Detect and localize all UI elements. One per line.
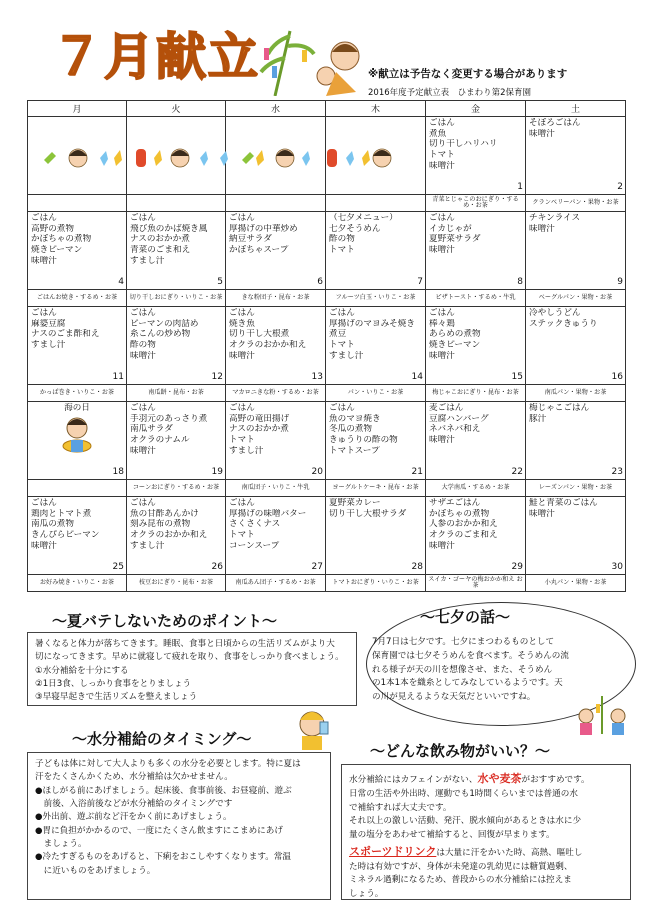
snack-cell-sat: ベーグルパン・果物・お茶: [526, 290, 626, 307]
date-number: 30: [611, 561, 623, 572]
menu-day-cell-fri: [426, 497, 526, 575]
water-barley-tea-highlight: 水や麦茶: [477, 772, 522, 785]
date-number: 25: [112, 561, 124, 572]
menu-item: 冷やしうどん: [529, 308, 581, 318]
snack-cell-tue: コーンおにぎり・するめ・お茶: [127, 480, 226, 497]
menu-item: トマト: [429, 150, 455, 161]
menu-item: 鮭と青菜のごはん: [529, 498, 598, 508]
tanabata-line: の1本1本を織糸としてみなしているようです。天: [372, 678, 563, 689]
menu-item: ナスのおかか煮: [130, 234, 190, 245]
drinks-line: [349, 770, 623, 788]
menu-day-cell-wed: [226, 212, 326, 290]
menu-day-cell-fri: [426, 402, 526, 480]
menu-item: 厚揚げのマヨみそ焼き: [329, 318, 415, 329]
menu-item: 味噌汁: [529, 508, 555, 519]
menu-item: ごはん: [130, 308, 156, 318]
menu-item: かぼちゃの煮物: [429, 508, 490, 519]
menu-item: 酢の物: [329, 234, 355, 245]
tanabata-line: れる様子が天の川を想像させ、また、そうめん: [372, 664, 553, 675]
tanabata-line: 7月7日は七夕です。七夕にまつわるものとして: [372, 637, 555, 647]
snack-cell-wed: きな粉団子・昆布・お茶: [226, 290, 326, 307]
swimming-child-illustration: [60, 416, 94, 458]
date-number: 22: [511, 466, 523, 477]
menu-week-row: [28, 307, 626, 385]
sports-drink-highlight: スポーツドリンク: [349, 844, 437, 858]
menu-item: かぼちゃスープ: [229, 245, 289, 256]
menu-item: ごはん: [31, 213, 57, 223]
date-number: 20: [311, 466, 323, 477]
date-number: 27: [311, 561, 323, 572]
menu-item: ごはん: [31, 308, 57, 318]
menu-day-cell-tue: [127, 307, 226, 385]
menu-item: 梅じゃこごはん: [529, 403, 590, 413]
menu-day-cell-thu: [326, 307, 426, 385]
menu-item: 味噌汁: [429, 245, 455, 256]
hydration-line: 汗をたくさんかくため、水分補給は欠かせません。: [35, 772, 233, 783]
menu-item: （七夕メニュー）: [329, 213, 398, 223]
drinks-text: がおすすめです。: [521, 775, 590, 785]
menu-day-cell-mon: [28, 212, 127, 290]
menu-item: ごはん: [130, 213, 156, 223]
menu-item: 味噌汁: [429, 435, 455, 446]
menu-subtitle: 2016年度予定献立表 ひまわり第2保育園: [368, 88, 532, 98]
menu-day-cell-wed: [226, 497, 326, 575]
snack-cell-thu: ヨーグルトケーキ・昆布・お茶: [326, 480, 426, 497]
weekday-thu: 木: [326, 101, 426, 117]
snack-cell-mon: お好み焼き・いりこ・お茶: [28, 575, 127, 592]
menu-item: 飛び魚のかば焼き風: [130, 223, 208, 234]
date-number: 9: [617, 276, 623, 287]
tanabata-garland-decoration: [30, 146, 402, 170]
menu-item: 厚揚げの中華炒め: [229, 223, 298, 234]
menu-item: 味噌汁: [229, 350, 255, 361]
menu-item: 味噌汁: [429, 160, 455, 171]
snack-cell-mon: ごはんお焼き・するめ・お茶: [28, 290, 127, 307]
date-number: 2: [617, 181, 623, 192]
hydration-line: 前後、入浴前後などが水分補給のタイミングです: [35, 798, 233, 809]
drinks-line: 日常の生活や外出時、運動でも1時間くらいまでは普通の水: [349, 788, 578, 799]
drinks-line: で補給すれば大丈夫です。: [349, 802, 452, 813]
menu-item: 焼きピーマン: [31, 245, 83, 256]
snack-cell-wed: 南瓜あん団子・するめ・お茶: [226, 575, 326, 592]
menu-item: 味噌汁: [429, 540, 455, 551]
menu-item: 青菜のごま和え: [130, 245, 191, 256]
menu-item: 夏野菜カレー: [329, 498, 381, 508]
date-number: 5: [217, 276, 223, 287]
tanabata-line: 保育園では七夕そうめんを食べます。そうめんの流: [372, 650, 569, 661]
snack-row: [28, 480, 626, 497]
snack-cell-tue: 南瓜餅・昆布・お茶: [127, 385, 226, 402]
snack-cell-fri: ピザトースト・するめ・牛乳: [426, 290, 526, 307]
hydration-title: ～水分補給のタイミング～: [72, 730, 252, 748]
menu-week-row: [28, 402, 626, 480]
snack-cell-thu: [326, 195, 426, 212]
weekday-fri: 金: [426, 101, 526, 117]
hydration-line: ●外出前、遊ぶ前など汗をかく前にあげましょう。: [35, 812, 232, 823]
menu-day-cell-wed: [226, 402, 326, 480]
menu-item: 高野の竜田揚げ: [229, 413, 290, 424]
date-number: 8: [517, 276, 523, 287]
weekday-sat: 土: [526, 101, 626, 117]
date-number: 6: [317, 276, 323, 287]
menu-item: 味噌汁: [130, 445, 156, 456]
menu-item: 味噌汁: [31, 540, 57, 551]
tanabata-bamboo-illustration: [250, 26, 370, 96]
date-number: 19: [211, 466, 223, 477]
menu-calendar: [27, 100, 626, 592]
menu-item: 酢の物: [130, 340, 156, 351]
menu-item: 人参のおかか和え: [429, 519, 498, 530]
menu-item: 冬瓜の煮物: [329, 424, 372, 435]
weekday-tue: 火: [127, 101, 226, 117]
snack-cell-mon: [28, 480, 127, 497]
drinks-box: [341, 764, 631, 900]
menu-item: コーンスープ: [229, 540, 280, 551]
menu-item: 切り干し大根サラダ: [329, 508, 407, 519]
snack-cell-tue: [127, 195, 226, 212]
menu-item: 高野の煮物: [31, 223, 74, 234]
hydration-line: に近いものをあげましょう。: [35, 865, 156, 876]
menu-day-cell-fri: [426, 212, 526, 290]
menu-item: トマトスープ: [329, 445, 380, 456]
snack-row: [28, 195, 626, 212]
menu-day-cell-fri: [426, 117, 526, 195]
menu-day-cell-sat: [526, 307, 626, 385]
drinks-text: 水分補給にはカフェインがない、: [349, 775, 478, 785]
menu-item: ナスのごま酢和え: [31, 329, 100, 340]
date-number: 1: [517, 181, 523, 192]
snack-cell-sat: クランベリーパン・果物・お茶: [526, 195, 626, 212]
menu-day-cell-tue: [127, 212, 226, 290]
menu-week-row: [28, 212, 626, 290]
menu-item: 切り干しハリハリ: [429, 139, 498, 150]
menu-item: 味噌汁: [31, 255, 57, 266]
menu-item: すまし汁: [130, 540, 165, 551]
menu-item: すまし汁: [31, 340, 66, 351]
snack-cell-tue: 枝豆おにぎり・昆布・お茶: [127, 575, 226, 592]
drinks-title: ～どんな飲み物がいい？～: [370, 742, 551, 760]
menu-item: オクラのごま和え: [429, 530, 498, 541]
drinks-line: た時は有効ですが、身体が未発達の乳幼児には糖質過剰、: [349, 861, 573, 872]
snack-cell-sat: 小丸パン・果物・お茶: [526, 575, 626, 592]
menu-item: ごはん: [229, 403, 255, 413]
menu-item: 豆腐ハンバーグ: [429, 413, 489, 424]
summer-tips-line: ①水分補給を十分にする: [35, 665, 129, 676]
snack-cell-thu: パン・いりこ・お茶: [326, 385, 426, 402]
menu-item: オクラのおかか和え: [229, 340, 307, 351]
snack-row: [28, 290, 626, 307]
menu-item: ごはん: [229, 308, 255, 318]
menu-item: ごはん: [329, 403, 355, 413]
menu-item: きんぴらピーマン: [31, 530, 100, 541]
menu-item: 麻婆豆腐: [31, 318, 66, 329]
menu-item: ピーマンの肉詰め: [130, 318, 199, 329]
date-number: 7: [417, 276, 423, 287]
menu-item: トマト: [229, 530, 255, 541]
menu-item: チキンライス: [529, 213, 581, 223]
menu-item: ごはん: [229, 213, 255, 223]
menu-day-cell-sat: [526, 497, 626, 575]
snack-cell-wed: [226, 195, 326, 212]
menu-item: 刻み昆布の煮物: [130, 519, 191, 530]
weekday-header-row: [28, 101, 626, 117]
menu-item: 魚の甘酢あんかけ: [130, 508, 199, 519]
hydration-line: ●胃に負担がかかるので、一度にたくさん飲ますにこまめにあげ: [35, 825, 283, 836]
date-number: 12: [211, 371, 223, 382]
tanabata-title: ～七夕の話～: [420, 608, 511, 626]
menu-day-cell-tue: [127, 402, 226, 480]
weekday-mon: 月: [28, 101, 127, 117]
page-title: ７月献立: [52, 28, 260, 86]
menu-item: トマト: [329, 340, 355, 351]
menu-item: サザエごはん: [429, 498, 481, 508]
hydration-line: ●ほしがる前にあげましょう。起床後、食事前後、お昼寝前、遊ぶ: [35, 785, 292, 796]
hydration-line: ましょう。: [35, 838, 87, 849]
menu-item: オクラのおかか和え: [130, 530, 208, 541]
menu-item: ごはん: [429, 213, 455, 223]
menu-item: トマト: [329, 245, 355, 256]
drinks-line: それ以上の激しい活動、発汗、脱水傾向があるときは水に少: [349, 816, 582, 827]
menu-item: あらめの煮物: [429, 329, 481, 340]
menu-item: 煮豆: [329, 329, 347, 340]
summer-tips-line: 切になってきます。早めに就寝して疲れを取り、食事をしっかり食べましょう。: [35, 652, 344, 663]
hydration-line: 子どもは体に対して大人よりも多くの水分を必要とします。特に夏は: [35, 759, 301, 769]
drinks-line: ミネラル過剰になるため、普段からの水分補給には控えま: [349, 875, 572, 886]
menu-item: 夏野菜サラダ: [429, 234, 481, 245]
menu-item: 切り干し大根煮: [229, 329, 290, 340]
menu-week-row: [28, 497, 626, 575]
menu-item: ごはん: [31, 498, 57, 508]
menu-day-cell-thu: [326, 497, 426, 575]
date-number: 4: [118, 276, 124, 287]
snack-cell-mon: かっぱ巻き・いりこ・お茶: [28, 385, 127, 402]
menu-day-cell-sat: [526, 212, 626, 290]
summer-tips-box: [27, 632, 357, 706]
menu-item: 味噌汁: [529, 223, 555, 234]
menu-day-cell-sat: [526, 117, 626, 195]
date-number: 29: [511, 561, 523, 572]
date-number: 18: [112, 466, 124, 477]
holiday-label: 海の日: [64, 403, 90, 413]
menu-item: ごはん: [130, 498, 156, 508]
summer-tips-line: 暑くなると体力が落ちてきます。睡眠、食事と日頃からの生活リズムがより大: [35, 639, 335, 649]
snack-row: [28, 385, 626, 402]
summer-tips-title: ～夏バテしないためのポイント～: [52, 612, 278, 630]
menu-item: 納豆サラダ: [229, 234, 272, 245]
menu-item: 南瓜サラダ: [130, 424, 173, 435]
menu-item: 麦ごはん: [429, 403, 464, 413]
menu-item: ごはん: [229, 498, 255, 508]
menu-item: 焼き魚: [229, 318, 255, 329]
snack-cell-fri: スイカ・ゴーヤの梅おかか和え お茶: [426, 575, 526, 592]
change-notice: ※献立は予告なく変更する場合があります: [368, 68, 568, 80]
menu-item: トマト: [229, 435, 255, 446]
snack-cell-tue: 切り干しおにぎり・いりこ・お茶: [127, 290, 226, 307]
hydration-box: [27, 752, 331, 900]
menu-item: 煮魚: [429, 128, 447, 139]
menu-item: 味噌汁: [130, 350, 156, 361]
snack-cell-thu: トマトおにぎり・いりこ・お茶: [326, 575, 426, 592]
menu-item: ごはん: [429, 118, 455, 128]
menu-item: ごはん: [329, 308, 355, 318]
snack-cell-mon: [28, 195, 127, 212]
date-number: 13: [311, 371, 323, 382]
drinks-line: [349, 843, 623, 861]
menu-item: イカじゃが: [429, 223, 472, 234]
menu-item: 豚汁: [529, 413, 547, 424]
snack-cell-wed: 南瓜団子・いりこ・牛乳: [226, 480, 326, 497]
menu-item: 味噌汁: [529, 128, 555, 139]
drinks-text: は大量に汗をかいた時、高熱、嘔吐し: [436, 847, 583, 858]
date-number: 26: [211, 561, 223, 572]
snack-cell-wed: マカロニきな粉・するめ・お茶: [226, 385, 326, 402]
menu-day-cell-tue: [127, 497, 226, 575]
menu-day-cell-mon: [28, 307, 127, 385]
menu-item: 鶏肉とトマト煮: [31, 508, 92, 519]
menu-item: 糸こんの炒め物: [130, 329, 191, 340]
tanabata-line: の川が見えるような天気だといいですね。: [372, 692, 536, 702]
date-number: 16: [611, 371, 623, 382]
weekday-wed: 水: [226, 101, 326, 117]
date-number: 23: [611, 466, 623, 477]
menu-item: すまし汁: [229, 445, 264, 456]
date-number: 14: [411, 371, 423, 382]
menu-day-cell-wed: [226, 307, 326, 385]
date-number: 11: [112, 371, 124, 382]
children-wishing-illustration: [572, 694, 632, 738]
date-number: 15: [511, 371, 523, 382]
snack-cell-sat: レーズンパン・果物・お茶: [526, 480, 626, 497]
menu-item: さくさくナス: [229, 519, 281, 530]
date-number: 21: [411, 466, 423, 477]
menu-item: ごはん: [130, 403, 156, 413]
menu-day-cell-mon: [28, 402, 127, 480]
menu-item: すまし汁: [329, 350, 364, 361]
menu-day-cell-fri: [426, 307, 526, 385]
menu-item: 厚揚げの味噌バター: [229, 508, 307, 519]
drinks-line: しょう。: [349, 889, 384, 899]
menu-item: 棒々鶏: [429, 318, 455, 329]
summer-tips-line: ③早寝早起きで生活リズムを整えましょう: [35, 692, 198, 703]
summer-tips-line: ②1日3食、しっかり食事をとりましょう: [35, 678, 192, 689]
menu-item: 手羽元のあっさり煮: [130, 413, 208, 424]
menu-item: ネバネバ和え: [429, 424, 481, 435]
menu-item: 南瓜の煮物: [31, 519, 74, 530]
menu-item: 焼きピーマン: [429, 340, 481, 351]
menu-item: すまし汁: [130, 255, 165, 266]
menu-item: 魚のマヨ焼き: [329, 413, 381, 424]
menu-day-cell-thu: [326, 212, 426, 290]
date-number: 28: [411, 561, 423, 572]
menu-item: 七夕そうめん: [329, 223, 381, 234]
hydration-line: ●冷たすぎるものをあげると、下痢をおこしやすくなります。常温: [35, 852, 292, 863]
menu-item: ごはん: [429, 308, 455, 318]
menu-item: きゅうりの酢の物: [329, 435, 398, 446]
child-drinking-illustration: [290, 706, 336, 752]
menu-day-cell-sat: [526, 402, 626, 480]
snack-cell-fri: 大学南瓜・するめ・お茶: [426, 480, 526, 497]
snack-cell-fri: 青菜とじゃこのおにぎり・するめ・お茶: [426, 195, 526, 212]
menu-item: オクラのナムル: [130, 435, 190, 446]
snack-cell-fri: 梅じゃこおにぎり・昆布・お茶: [426, 385, 526, 402]
menu-item: かぼちゃの煮物: [31, 234, 92, 245]
snack-row: [28, 575, 626, 592]
snack-cell-sat: 南瓜パン・果物・お茶: [526, 385, 626, 402]
menu-item: ナスのおかか煮: [229, 424, 289, 435]
drinks-line: 量の塩分をあわせて補給すると、回復が早まります。: [349, 830, 555, 840]
menu-item: そぼろごはん: [529, 118, 581, 128]
menu-day-cell-mon: [28, 497, 127, 575]
menu-item: 味噌汁: [429, 350, 455, 361]
menu-item: ステックきゅうり: [529, 318, 598, 329]
menu-day-cell-thu: [326, 402, 426, 480]
snack-cell-thu: フルーツ白玉・いりこ・お茶: [326, 290, 426, 307]
